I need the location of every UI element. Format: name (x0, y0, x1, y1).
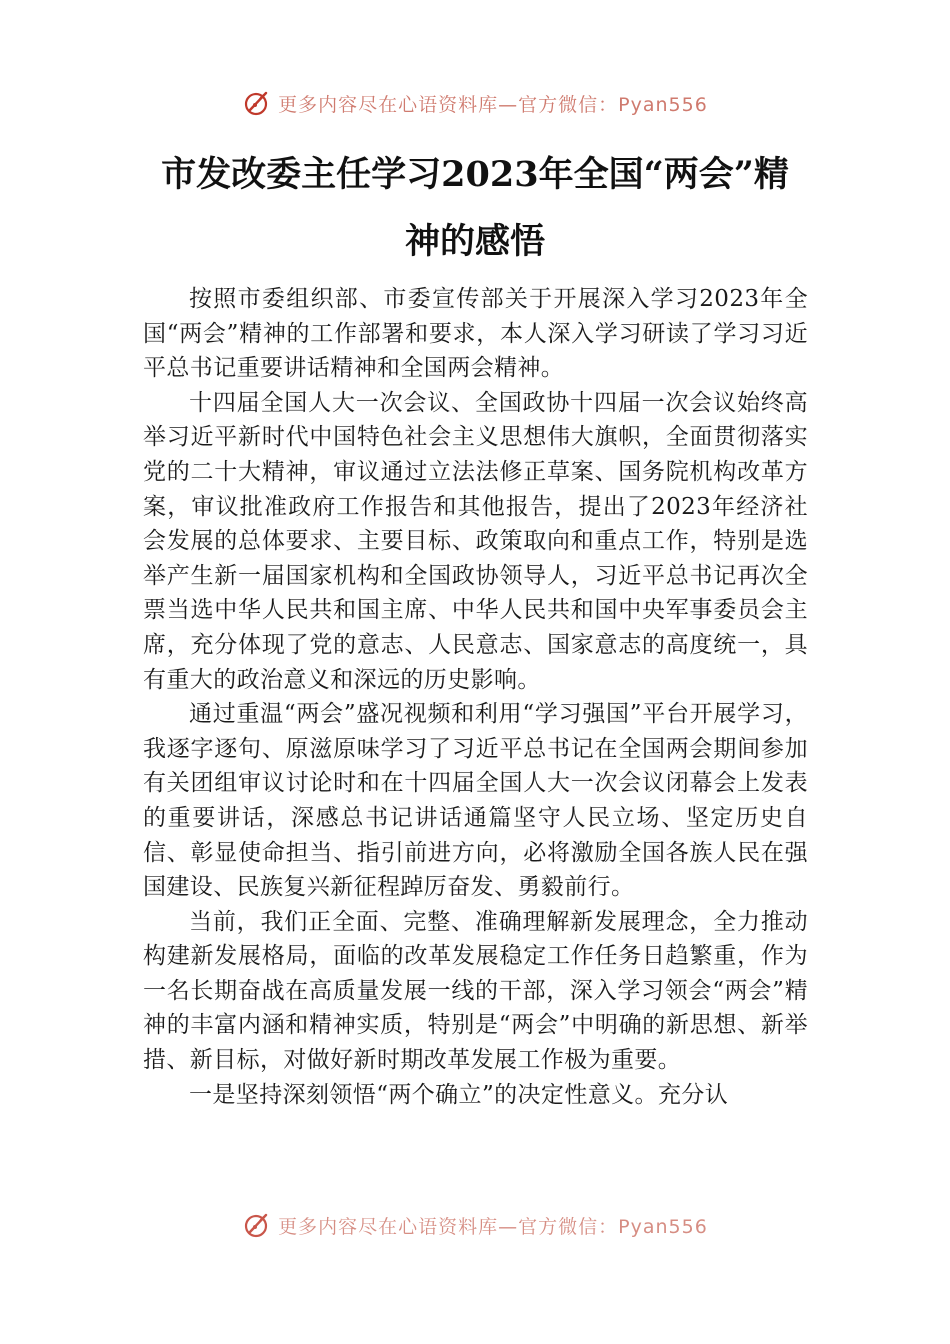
paragraph-2: 十四届全国人大一次会议、全国政协十四届一次会议始终高举习近平新时代中国特色社会主义思想伟大旗帜，全面贯彻落实党的二十大精神，审议通过立法法修正草案、国务院机构改革方案，审议批准政府工作报告和其他报告，提出了2023年经济社会发展的总体要求、主要目标、政策取向和重点工作，特别是选举产生新一届国家机构和全国政协领导人，习近平总书记再次全票当选中华人民共和国主席、中华人民共和国中央军事委员会主席，充分体现了党的意志、人民意志、国家意志的高度统一，具有重大的政治意义和深远的历史影响。 (143, 389, 808, 693)
paragraph-3: 通过重温“两会”盛况视频和利用“学习强国”平台开展学习，我逐字逐句、原滋原味学习了习近平总书记在全国两会期间参加有关团组审议讨论时和在十四届全国人大一次会议闭幕会上发表的重要讲话，深感总书记讲话通篇坚守人民立场、坚定历史自信、彰显使命担当、指引前进方向，必将激励全国各族人民在强国建设、民族复兴新征程踔厉奋发、勇毅前行。 (143, 701, 808, 901)
paragraph-5: 一是坚持深刻领悟“两个确立”的决定性意义。充分认 (189, 1081, 729, 1108)
document-body (143, 282, 808, 1112)
watermark-text: 更多内容尽在心语资料库—官方微信：Pyan556 (278, 93, 708, 116)
watermark-text: 更多内容尽在心语资料库—官方微信：Pyan556 (278, 1215, 708, 1238)
paragraph-1: 按照市委组织部、市委宣传部关于开展深入学习2023年全国“两会”精神的工作部署和要求，本人深入学习研读了学习习近平总书记重要讲话精神和全国两会精神。 (143, 286, 808, 382)
document-title-line2: 神的感悟 (404, 221, 545, 262)
quill-logo-icon (242, 1210, 272, 1240)
document-title-line1: 市发改委主任学习2023年全国“两会”精 (161, 154, 789, 195)
watermark-banner-bottom (0, 1210, 950, 1240)
quill-logo-icon (242, 88, 272, 118)
watermark-banner-top (0, 88, 950, 118)
paragraph-4: 当前，我们正全面、完整、准确理解新发展理念，全力推动构建新发展格局，面临的改革发展稳定工作任务日趋繁重，作为一名长期奋战在高质量发展一线的干部，深入学习领会“两会”精神的丰富内涵和精神实质，特别是“两会”中明确的新思想、新举措、新目标，对做好新时期改革发展工作极为重要。 (143, 908, 808, 1074)
